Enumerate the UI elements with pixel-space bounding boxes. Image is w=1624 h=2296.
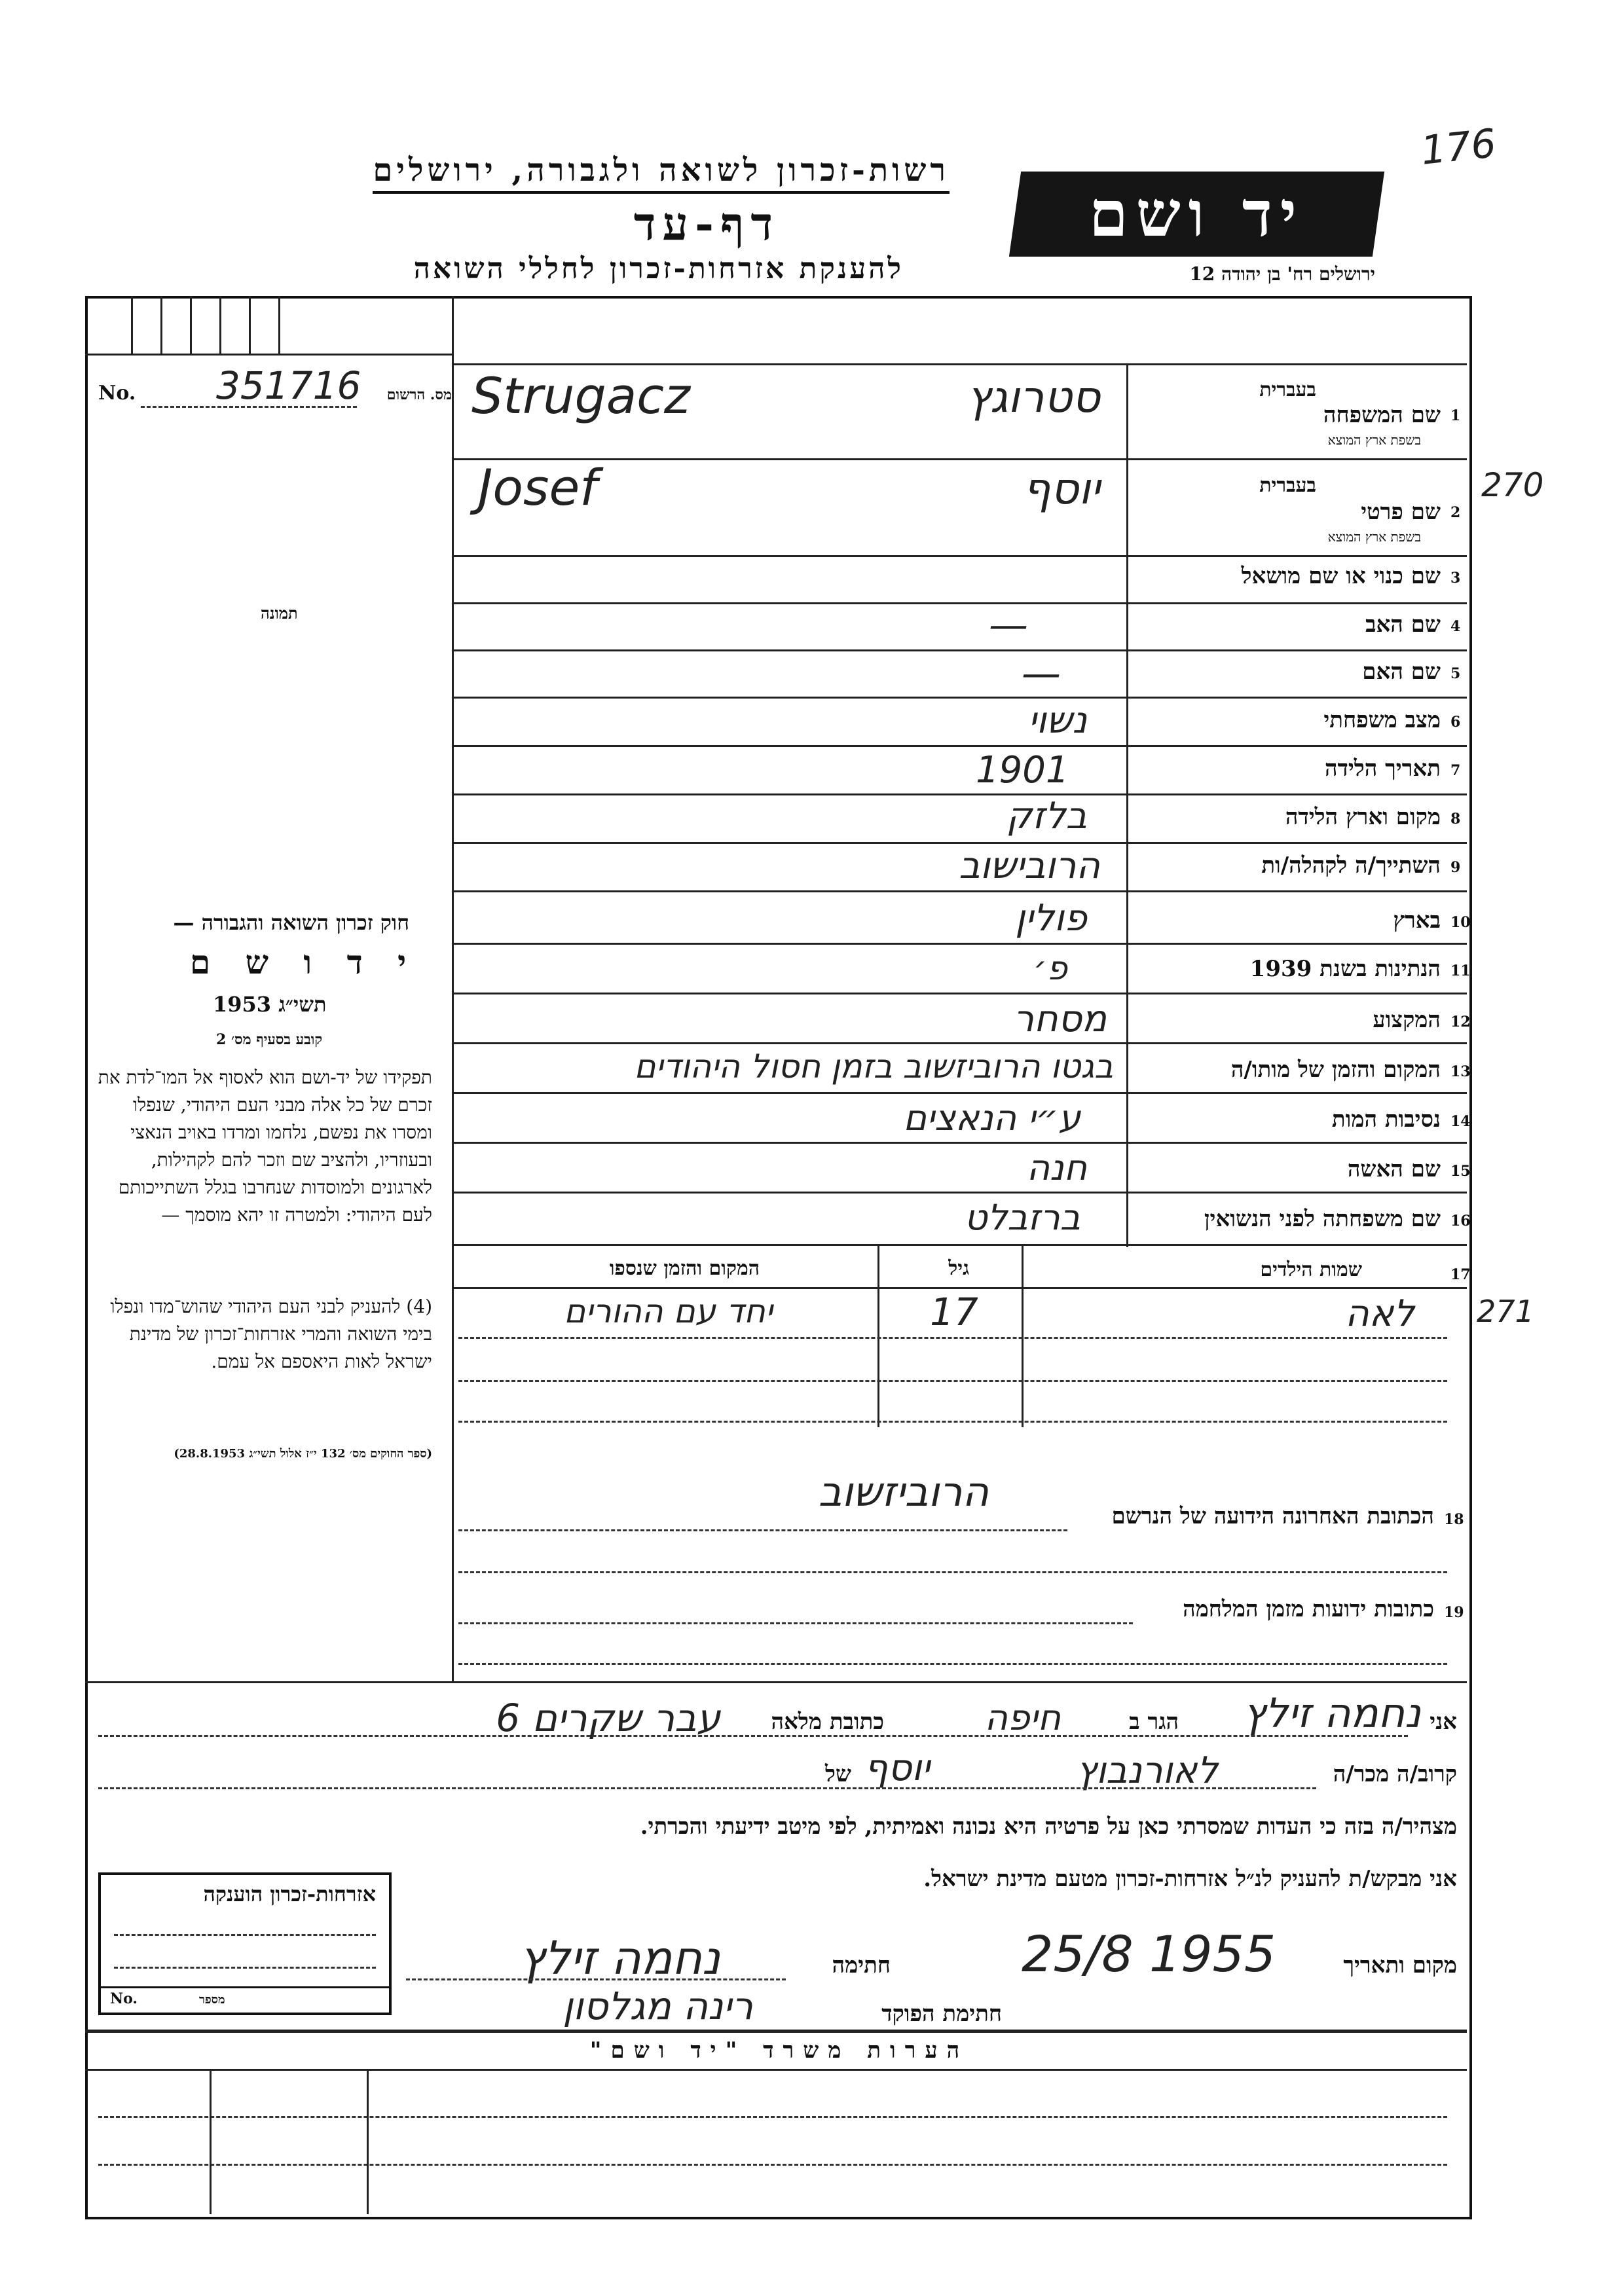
field-5-label: שם האם [1362,659,1441,685]
field-14-label: נסיבות המות [1331,1106,1441,1133]
father-name: — [989,602,1028,648]
decl-of: של [825,1761,851,1787]
children-col-age: גיל [948,1257,969,1280]
decl-ani: אני [1430,1709,1457,1735]
yad-vashem-logo [1009,172,1384,257]
profession: מסחר [1013,998,1107,1040]
margin-number-1: 270 [1481,466,1544,504]
birth-date: 1901 [976,749,1069,792]
decl-officer-label: חתימת הפוקד [881,2001,1002,2027]
child-name: לאה [1345,1292,1414,1335]
office-notes-title: הערות משרד "יד ושם" [589,2037,969,2064]
decl-request: אני מבקש/ת להעניק לנ״ל אזרחות-זכרון מטעם מדינת ישראל. [923,1866,1457,1892]
mother-name: — [1022,651,1061,697]
stamp-box-no: No. [110,1990,138,2007]
birth-place: בלזק [1006,795,1087,837]
law-name: י ד ו ש ם [190,943,418,981]
field-1-hebrew-label: בעברית [1259,378,1316,401]
children-col-names: שמות הילדים [1260,1258,1362,1281]
last-address: הרוביזשוב [818,1468,989,1516]
children-col-place: המקום והזמן שנספו [609,1257,760,1280]
law-footnote: (ספר החוקים מס׳ 132 י״ז אלול תשי״ג 28.8.1953) [174,1447,432,1461]
declarant-city: חיפה [984,1697,1061,1738]
stamp-box [98,1872,392,2015]
child-place: יחד עם ההורים [564,1292,773,1330]
death-place-time: בגטו הרוביזשוב בזמן חסול היהודים [634,1048,1113,1085]
reg-label: מס. הרשום [386,386,452,403]
decl-address-label: כתובת מלאה [771,1709,884,1735]
field-10-label: בארץ [1393,907,1441,934]
first-name-latin: Josef [478,458,598,517]
field-1-sub: בשפת ארץ המוצא [1327,432,1421,448]
decl-date: 25/8 1955 [1022,1925,1276,1983]
logo-text: יד ושם [1088,177,1305,251]
field-19-label: כתובות ידועות מזמן המלחמה [1183,1596,1434,1622]
form-subtitle: להענקת אזרחות-זכרון לחללי השואה [413,252,904,285]
corner-number: 176 [1418,120,1498,174]
decl-place-date-label: מקום ותאריך [1343,1952,1457,1978]
form-title: דף-עד [633,196,779,251]
marital-status: נשוי [1028,699,1087,742]
left-column-divider [452,354,454,1683]
field-15-label: שם האשה [1347,1156,1441,1182]
field-13-label: המקום והזמן של מותו/ה [1230,1057,1441,1083]
officer-signature: רינה מגלסון [563,1984,753,2028]
field-18-label: הכתובת האחרונה הידועה של הנרשם [1111,1503,1434,1529]
margin-number-2: 271 [1477,1294,1534,1329]
decl-statement: מצהיר/ה בזה כי העדות שמסרתי כאן על פרטיה היא נכונה ואמיתית, לפי מיטב ידיעתי והכרתי. [640,1813,1457,1840]
field-3-label: שם כנוי או שם מושאל [1241,563,1441,589]
field-11-label: הנתינות בשנת 1939 [1249,956,1441,982]
decl-relative-label: קרוב/ה מכר/ה [1333,1761,1457,1787]
field-8-label: מקום וארץ הלידה [1285,804,1441,830]
field-2-sub: בשפת ארץ המוצא [1327,529,1421,545]
authority-title: רשות-זכרון לשואה ולגבורה, ירושלים [373,152,950,194]
stamp-box-number-label: מספר [199,1993,225,2007]
wife-name: חנה [1026,1147,1087,1188]
relation-of: יוסף [864,1747,930,1789]
declarant-name: נחמה זילץ [1243,1689,1421,1737]
field-12-label: המקצוע [1373,1007,1441,1033]
community: הרובישוב [959,845,1100,887]
reg-no-label: No. [98,382,136,405]
law-year: תשי״ג 1953 [213,992,327,1017]
law-clause-ref: קובע בסעיף מס׳ 2 [216,1031,323,1048]
wife-maiden-name: ברזבלט [964,1197,1080,1238]
nationality-1939: פ׳ [1033,949,1067,987]
law-paragraph-1: תפקידו של יד-ושם הוא לאסוף אל המו־לדת את זכרם של כל אלה מבני העם היהודי, שנפלו ומסרו את נפשם, נלחמו ומרדו באויב הנאצי ובעוזריו, ולהציב שם וזכר להם לקהילות, לארגונים ולמוסדות שנחרבו בגלל השתייכותם לעם היהודי: ולמטרה זו יהא מוסמך — [98,1066,432,1226]
country: פולין [1015,897,1087,939]
decl-signature-label: חתימה [832,1952,891,1978]
declarant-address: עבר שקרים 6 [496,1696,720,1740]
law-paragraph-2: (4) להעניק לבני העם היהודי שהוש־מדו ונפלו בימי השואה והמרי אזרחות־זכרון של מדינת ישראל לאות היאספם אל עמם. [110,1296,432,1372]
field-16-label: שם משפחתה לפני הנשואין [1204,1206,1441,1232]
child-age: 17 [930,1290,978,1334]
field-6-label: מצב משפחתי [1323,707,1441,733]
family-name-latin: Strugacz [471,367,690,425]
family-name-hebrew: סטרוגץ [967,372,1100,422]
address: ירושלים רח' בן יהודה 12 [1189,263,1375,285]
field-7-label: תאריך הלידה [1324,756,1441,782]
field-2-label: שם פרטי [1361,499,1441,525]
declarant-signature: נחמה זילץ [519,1931,720,1985]
photo-label: תמונה [261,604,298,623]
decl-residing: הגר ב [1129,1709,1179,1735]
field-1-label: שם המשפחה [1323,402,1441,428]
field-9-label: השתייך/ה לקהלה/ות [1261,852,1441,879]
field-4-label: שם האב [1365,611,1441,638]
relation: לאורנבוץ [1076,1749,1218,1792]
stamp-box-title: אזרחות-זכרון הוענקה [203,1882,376,1906]
field-2-hebrew-label: בעברית [1259,474,1316,497]
first-name-hebrew: יוסף [1023,464,1100,514]
law-title: חוק זכרון השואה והגבורה — [173,910,409,935]
death-circumstances: ע״י הנאצים [903,1097,1080,1139]
reg-number: 351716 [216,363,361,408]
